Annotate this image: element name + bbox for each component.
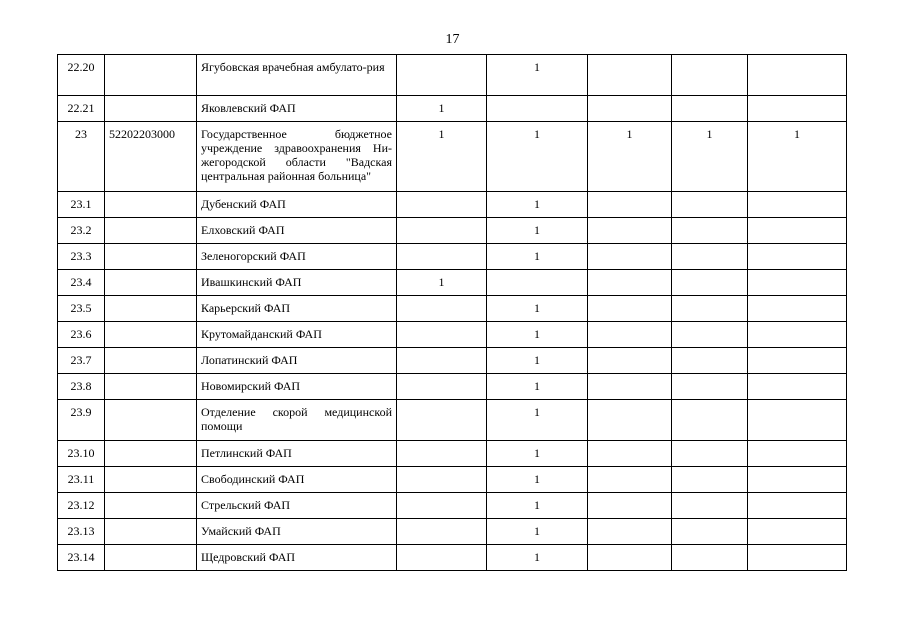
- table-row: [58, 296, 847, 322]
- row-value-5: [748, 96, 847, 122]
- row-name: Ягубовская врачебная амбулато-рия: [197, 55, 397, 96]
- row-number: 23.10: [58, 441, 105, 467]
- row-value-5: [748, 244, 847, 270]
- row-value-3: [588, 467, 672, 493]
- table-row: [58, 96, 847, 122]
- table-row: [58, 218, 847, 244]
- row-value-3: [588, 519, 672, 545]
- row-number: 23.11: [58, 467, 105, 493]
- row-name: Елховский ФАП: [197, 218, 397, 244]
- row-name: Отделение скорой медицинской помощи: [197, 400, 397, 441]
- row-value-4: [672, 400, 748, 441]
- row-value-5: [748, 270, 847, 296]
- row-value-2: 1: [487, 244, 588, 270]
- row-number: 23.5: [58, 296, 105, 322]
- row-value-5: [748, 322, 847, 348]
- row-name: Свободинский ФАП: [197, 467, 397, 493]
- row-number: 23.14: [58, 545, 105, 571]
- row-value-2: 1: [487, 374, 588, 400]
- row-value-3: [588, 374, 672, 400]
- row-value-5: [748, 192, 847, 218]
- table-row: [58, 493, 847, 519]
- row-value-3: 1: [588, 122, 672, 192]
- row-value-3: [588, 218, 672, 244]
- row-value-4: [672, 96, 748, 122]
- row-value-3: [588, 322, 672, 348]
- row-value-4: [672, 441, 748, 467]
- row-value-1: [397, 374, 487, 400]
- table-row: [58, 244, 847, 270]
- row-value-3: [588, 545, 672, 571]
- table-row: [58, 192, 847, 218]
- row-value-2: 1: [487, 296, 588, 322]
- row-value-5: [748, 400, 847, 441]
- row-code: [105, 192, 197, 218]
- row-number: 23.4: [58, 270, 105, 296]
- row-value-4: [672, 55, 748, 96]
- row-name: Умайский ФАП: [197, 519, 397, 545]
- row-value-5: [748, 374, 847, 400]
- row-number: 22.21: [58, 96, 105, 122]
- row-value-2: 1: [487, 441, 588, 467]
- row-value-4: [672, 545, 748, 571]
- table-row: [58, 270, 847, 296]
- row-number: 23.1: [58, 192, 105, 218]
- row-value-2: 1: [487, 348, 588, 374]
- table-row: [58, 400, 847, 441]
- row-value-4: 1: [672, 122, 748, 192]
- row-value-1: [397, 322, 487, 348]
- row-code: [105, 218, 197, 244]
- table-row: [58, 322, 847, 348]
- row-value-1: [397, 218, 487, 244]
- row-number: 23.12: [58, 493, 105, 519]
- row-value-1: [397, 55, 487, 96]
- row-value-1: [397, 400, 487, 441]
- row-value-5: [748, 519, 847, 545]
- row-number: 23.13: [58, 519, 105, 545]
- row-value-5: [748, 467, 847, 493]
- row-code: [105, 322, 197, 348]
- row-code: [105, 441, 197, 467]
- row-value-5: 1: [748, 122, 847, 192]
- row-name: Новомирский ФАП: [197, 374, 397, 400]
- row-value-3: [588, 192, 672, 218]
- row-name: Яковлевский ФАП: [197, 96, 397, 122]
- table-row: [58, 348, 847, 374]
- row-value-3: [588, 270, 672, 296]
- row-code: [105, 244, 197, 270]
- row-code: [105, 96, 197, 122]
- row-code: [105, 493, 197, 519]
- row-code: [105, 55, 197, 96]
- row-value-4: [672, 467, 748, 493]
- row-name: Щедровский ФАП: [197, 545, 397, 571]
- row-value-1: 1: [397, 270, 487, 296]
- row-code: [105, 348, 197, 374]
- row-name: Крутомайданский ФАП: [197, 322, 397, 348]
- row-name: Стрельский ФАП: [197, 493, 397, 519]
- row-number: 22.20: [58, 55, 105, 96]
- table-row: [58, 441, 847, 467]
- row-value-4: [672, 374, 748, 400]
- row-name: Дубенский ФАП: [197, 192, 397, 218]
- row-value-1: [397, 545, 487, 571]
- row-number: 23.2: [58, 218, 105, 244]
- row-value-4: [672, 296, 748, 322]
- row-value-4: [672, 322, 748, 348]
- row-value-2: 1: [487, 122, 588, 192]
- row-value-2: 1: [487, 218, 588, 244]
- row-value-3: [588, 55, 672, 96]
- row-value-4: [672, 493, 748, 519]
- facilities-table: [57, 54, 847, 571]
- table-body: [58, 55, 847, 571]
- table-row: [58, 519, 847, 545]
- row-value-3: [588, 244, 672, 270]
- row-code: [105, 374, 197, 400]
- row-code: [105, 545, 197, 571]
- row-value-2: 1: [487, 55, 588, 96]
- row-name: Карьерский ФАП: [197, 296, 397, 322]
- row-value-1: [397, 493, 487, 519]
- row-value-3: [588, 400, 672, 441]
- row-number: 23.3: [58, 244, 105, 270]
- table-row: [58, 467, 847, 493]
- row-value-1: [397, 519, 487, 545]
- row-value-3: [588, 96, 672, 122]
- row-name: Лопатинский ФАП: [197, 348, 397, 374]
- row-value-5: [748, 55, 847, 96]
- row-value-4: [672, 218, 748, 244]
- table-row: [58, 122, 847, 192]
- row-value-1: [397, 192, 487, 218]
- row-value-1: 1: [397, 122, 487, 192]
- row-value-1: [397, 348, 487, 374]
- table-row: [58, 55, 847, 96]
- row-value-5: [748, 493, 847, 519]
- row-value-3: [588, 348, 672, 374]
- row-value-2: 1: [487, 545, 588, 571]
- row-value-2: [487, 270, 588, 296]
- row-name: Государственное бюджетное учреждение здравоохранения Ни-жегородской области "Вадская центральная районная больница": [197, 122, 397, 192]
- row-code: [105, 296, 197, 322]
- row-code: [105, 467, 197, 493]
- page-number: 17: [445, 32, 460, 47]
- row-value-4: [672, 270, 748, 296]
- row-number: 23.9: [58, 400, 105, 441]
- row-value-2: 1: [487, 400, 588, 441]
- row-value-2: 1: [487, 493, 588, 519]
- row-value-1: [397, 296, 487, 322]
- row-number: 23.6: [58, 322, 105, 348]
- row-name: Ивашкинский ФАП: [197, 270, 397, 296]
- row-value-2: 1: [487, 192, 588, 218]
- row-number: 23.8: [58, 374, 105, 400]
- row-code: 52202203000: [105, 122, 197, 192]
- row-value-5: [748, 218, 847, 244]
- row-code: [105, 270, 197, 296]
- row-code: [105, 400, 197, 441]
- row-value-4: [672, 348, 748, 374]
- row-value-4: [672, 192, 748, 218]
- row-value-5: [748, 348, 847, 374]
- row-value-2: 1: [487, 467, 588, 493]
- row-code: [105, 519, 197, 545]
- row-value-2: [487, 96, 588, 122]
- row-value-5: [748, 296, 847, 322]
- row-name: Зеленогорский ФАП: [197, 244, 397, 270]
- row-number: 23: [58, 122, 105, 192]
- row-value-4: [672, 519, 748, 545]
- row-name: Петлинский ФАП: [197, 441, 397, 467]
- row-value-4: [672, 244, 748, 270]
- row-value-3: [588, 493, 672, 519]
- row-value-3: [588, 296, 672, 322]
- row-value-3: [588, 441, 672, 467]
- row-value-2: 1: [487, 519, 588, 545]
- row-value-1: [397, 467, 487, 493]
- row-value-1: 1: [397, 96, 487, 122]
- row-value-5: [748, 441, 847, 467]
- row-number: 23.7: [58, 348, 105, 374]
- row-value-1: [397, 244, 487, 270]
- row-value-1: [397, 441, 487, 467]
- table-row: [58, 545, 847, 571]
- table-row: [58, 374, 847, 400]
- row-value-2: 1: [487, 322, 588, 348]
- row-value-5: [748, 545, 847, 571]
